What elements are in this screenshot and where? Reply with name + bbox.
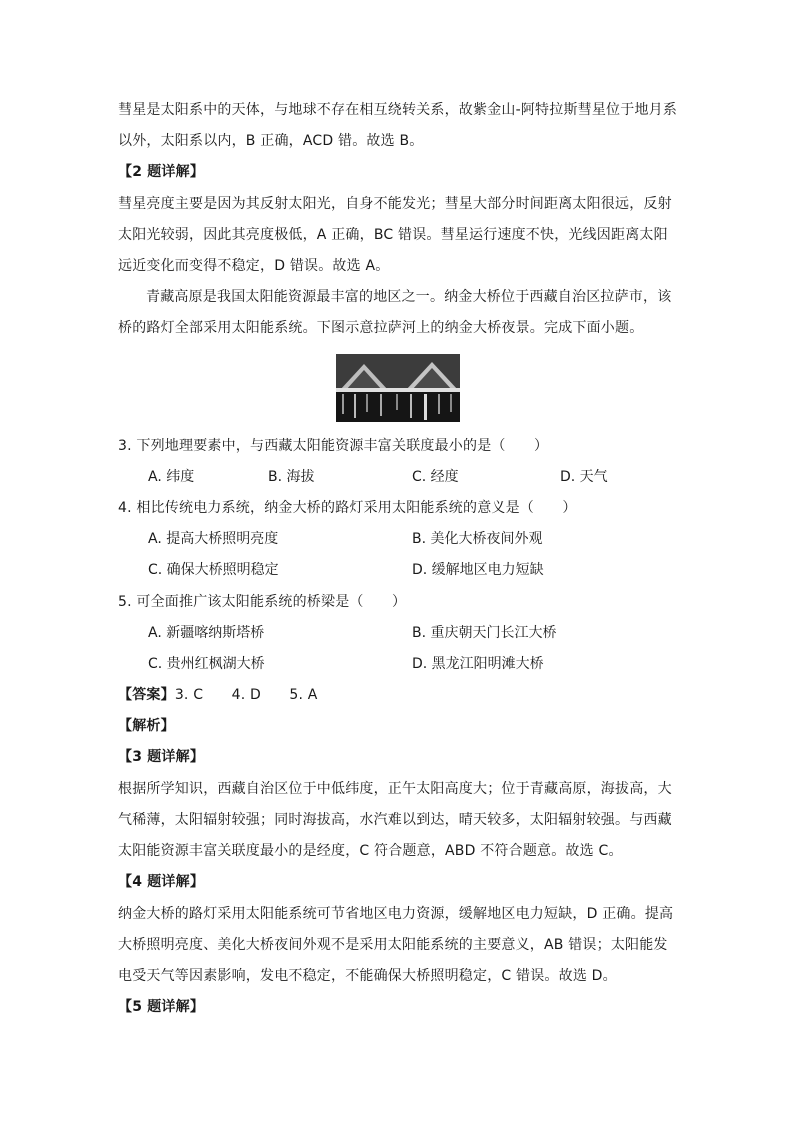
text-line: 桥的路灯全部采用太阳能系统。下图示意拉萨河上的纳金大桥夜景。完成下面小题。	[118, 320, 644, 336]
text-line: 彗星亮度主要是因为其反射太阳光，自身不能发光；彗星大部分时间距离太阳很远，反射	[118, 196, 672, 212]
text-line: 以外，太阳系以内，B 正确，ACD 错。故选 B。	[118, 133, 424, 149]
q4-option-a: A. 提高大桥照明亮度	[148, 531, 279, 547]
text-line: 根据所学知识，西藏自治区位于中低纬度，正午太阳高度大；位于青藏高原，海拔高，大	[118, 781, 672, 797]
text-line: 太阳光较弱，因此其亮度极低，A 正确，BC 错误。彗星运行速度不快，光线因距离太阳	[118, 227, 668, 243]
question-5-stem: 5. 可全面推广该太阳能系统的桥梁是（ ）	[118, 594, 407, 610]
q3-option-d: D. 天气	[560, 469, 608, 485]
section-4-heading: 【4 题详解】	[118, 874, 205, 890]
text-line: 青藏高原是我国太阳能资源最丰富的地区之一。纳金大桥位于西藏自治区拉萨市，该	[146, 289, 672, 305]
text-line: 远近变化而变得不稳定，D 错误。故选 A。	[118, 258, 390, 274]
q5-option-d: D. 黑龙江阳明滩大桥	[412, 656, 544, 672]
q4-option-d: D. 缓解地区电力短缺	[412, 562, 544, 578]
q5-option-c: C. 贵州红枫湖大桥	[148, 656, 265, 672]
q5-option-b: B. 重庆朝天门长江大桥	[412, 625, 557, 641]
question-4-stem: 4. 相比传统电力系统，纳金大桥的路灯采用太阳能系统的意义是（ ）	[118, 500, 577, 516]
bridge-night-photo	[336, 354, 460, 422]
section-heading: 【2 题详解】	[118, 164, 205, 180]
analysis-heading: 【解析】	[118, 718, 175, 734]
text-line: 彗星是太阳系中的天体，与地球不存在相互绕转关系，故紫金山-阿特拉斯彗星位于地月系	[118, 102, 678, 118]
q3-option-b: B. 海拔	[268, 469, 315, 485]
text-line: 太阳能资源丰富关联度最小的是经度，C 符合题意，ABD 不符合题意。故选 C。	[118, 843, 623, 859]
section-5-heading: 【5 题详解】	[118, 999, 205, 1015]
q4-option-c: C. 确保大桥照明稳定	[148, 562, 279, 578]
text-line: 大桥照明亮度、美化大桥夜间外观不是采用太阳能系统的主要意义，AB 错误；太阳能发	[118, 937, 668, 953]
answer-label: 【答案】	[118, 687, 175, 703]
q3-option-a: A. 纬度	[148, 469, 195, 485]
q5-option-a: A. 新疆喀纳斯塔桥	[148, 625, 265, 641]
question-3-stem: 3. 下列地理要素中，与西藏太阳能资源丰富关联度最小的是（ ）	[118, 438, 549, 454]
answer-line	[118, 685, 318, 705]
q4-option-b: B. 美化大桥夜间外观	[412, 531, 543, 547]
section-3-heading: 【3 题详解】	[118, 749, 205, 765]
q3-option-c: C. 经度	[412, 469, 459, 485]
answer-items: 3. C 4. D 5. A	[174, 687, 318, 703]
text-line: 气稀薄，太阳辐射较强；同时海拔高，水汽难以到达，晴天较多，太阳辐射较强。与西藏	[118, 812, 672, 828]
text-line: 纳金大桥的路灯采用太阳能系统可节省地区电力资源，缓解地区电力短缺，D 正确。提高	[118, 906, 674, 922]
text-line: 电受天气等因素影响，发电不稳定，不能确保大桥照明稳定，C 错误。故选 D。	[118, 968, 617, 984]
